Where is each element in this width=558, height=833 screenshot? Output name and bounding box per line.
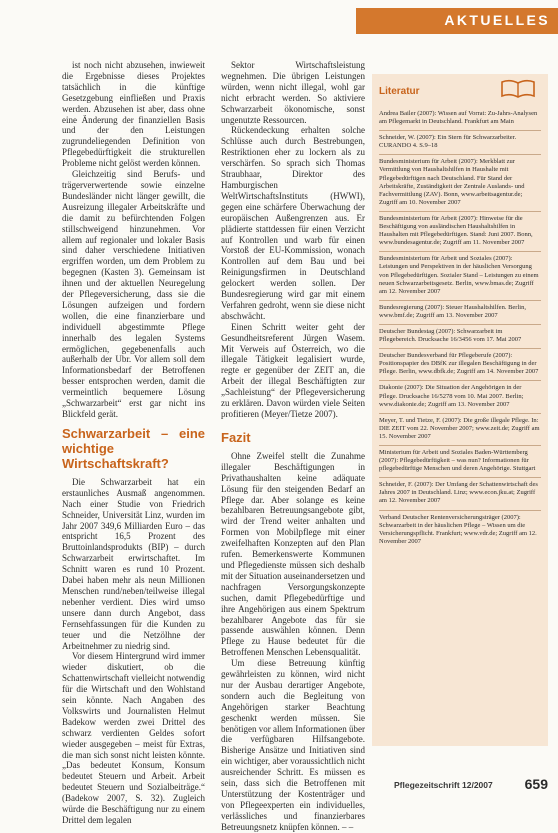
paragraph: Die Schwarzarbeit hat ein erstaunliches Ausmaß angenommen. Nach einer Studie von Friedrich Schneider, Universität Linz, wurden im Jahr 2007 349,6 Milliarden Euro – das entspricht 16,5 Prozent des Bruttoinlandsprodukts (BIP) – durch Schwarzarbeit erwirtschaftet. Im Schnitt waren es rund 10 Prozent. Dabei haben mehr als neun Millionen Menschen rund/neben/teilweise illegal nebenher verdient. Dies wird umso unsere dann durch Angebot, dass Fernsehfassungen für die Kunden zu teuer und die Netzölhne der Arbeitnehmer zu niedrig sind. [62,476,205,651]
paragraph: Einen Schritt weiter geht der Gesundheitsreferent Jürgen Wasem. Mit Verweis auf Österreich, wo die illegale Tätigkeit legalisiert wurde, regte er gegenüber der ZEIT an, die Arbeit der illegal Beschäftigten zur „Sachleistung“ der Pflegeversicherung zu erklären. Davon würden viele Seiten profitieren (Meyer/Tietze 2007). [221,321,365,419]
section-title: AKTUELLES [444,12,550,28]
literature-sidebar [372,74,548,746]
text-column-1 [62,60,205,826]
list-item: Bundesministerium für Arbeit und Soziales (2007): Leistungen und Perspektiven in der häuslichen Versorgung von Pflegebedürftigen. Sozialer Stand – Leistungen zu einem neuen Schwarzarbeitsgesetz. Berlin, www.bmas.de; Zugriff am 12. November 2007 [379,252,541,300]
list-item: Deutscher Bundestag (2007): Schwarzarbeit im Pflegebereich. Drucksache 16/3456 vom 17. Mai 2007 [379,325,541,349]
list-item: Andrea Bailer (2007): Wissen auf Vorrat: Zu-Jahrs-Analysen am Pflegemarkt in Deutschland. Frankfurt am Main [379,107,541,131]
list-item: Bundesregierung (2007): Steuer Haushaltshilfen. Berlin, www.bmf.de; Zugriff am 13. November 2007 [379,301,541,325]
paragraph: Vor diesem Hintergrund wird immer wieder diskutiert, ob die Schattenwirtschaft vielleicht notwendig für die Wirtschaft und den Wohlstand sein könnte. Nach Angaben des Volkswirts und Journalisten Helmut Badekow werden zwei Drittel des schwarz verdienten Geldes sofort wieder ausgegeben – meist für Extras, die man sich sonst nicht leisten könnte. „Das bedeutet Konsum, Konsum bedeutet Steuern und Arbeit. Arbeit bedeutet Steuern und Sozialbeiträge.“ (Badekow 2007, S. 32). Zugleich würde die Beschäftigung nur zu einem Drittel dem legalen [62,651,205,825]
paragraph: Rückendeckung erhalten solche Schlüsse auch durch Bestrebungen, Restriktionen eher zu lockern als zu verschärfen. So sprach sich Thomas Straubhaar, Direktor des Hamburgischen WeltWirtschaftsInstituts (HWWI), gegen eine schärfere Überwachung der europäischen Außengrenzen aus. Er plädierte stattdessen für einen Verzicht auf Kontrollen und warb für einen Vorstoß der EU-Kommission, wonach Kontrollen auf dem Bau und bei Reinigungsfirmen in Deutschland gelockert werden sollen. Der Bundesregierung wird gar mit einem Verfahren gedroht, wenn sie diese nicht abschwächt. [221,125,365,321]
list-item: Meyer, T. und Tietze, F. (2007): Die große illegale Pflege. In: DIE ZEIT vom 22. November 2007; www.zeit.de; Zugriff am 15. November 2007 [379,414,541,446]
paragraph: Gleichzeitig sind Berufs- und trägerverwertende sowie einzelne Bundesländer nicht länger gewillt, die Ausreizung illegaler Arbeitskräfte und die damit zu befürchtenden Folgen stillschweigend hinzunehmen. Vor allem auf regionaler und lokaler Basis sind daher verschiedene Initiativen ergriffen worden, um dem Problem zu begegnen (Kasten 3). Gemeinsam ist ihnen und der aktuellen Neuregelung der Pflegeversicherung, dass sie die Lösungen aufzeigen und fordern wollen, die eine finanzierbare und individuell abgestimmte Pflege innerhalb des legalen Systems ermöglichen, gegebenenfalls auch außerhalb der Ubr. Vor allem soll dem Informationsbedarf der Betroffenen besser entsprochen werden, damit die vermeintlich bequemere Lösung „Schwarzarbeit“ erst gar nicht ins Blickfeld gerät. [62,169,205,419]
list-item: Diakonie (2007): Die Situation der Angehörigen in der Pflege. Drucksache 16/5278 vom 10. Mai 2007. Berlin; www.diakonie.de; Zugriff am 13. November 2007 [379,381,541,413]
list-item: Verband Deutscher Rentenversicherungsträger (2007): Schwarzarbeit in der häuslichen Pflege – Wissen um die Versicherungspflicht. Frankfurt; www.vdr.de; Zugriff am 12. November 2007 [379,513,537,545]
section-header-bar [356,8,558,34]
paragraph: Ohne Zweifel stellt die Zunahme illegaler Beschäftigungen in Privathaushalten keine adäquate Lösung für den steigenden Bedarf an Pflege dar. Aber solange es keine bezahlbaren Betreuungsangebote gibt, wird der Trend weiter anhalten und Formen von Mobilpflege mit einer zweifelhaften Konzepten auf den Plan rufen. Bemerkenswerte Kommunen und Pflegedienste müssen sich deshalb mit der Situation auseinandersetzen und nachfragen Versorgungskonzepte suchen, damit Pflegebedürftige und ihre Angehörigen aus einem Spektrum bezahlbarer Angebote das für sie passende auswählen können. Denn Pflege zu Hause bedeutet für die Betroffenen Menschen Lebensqualität. [221,450,365,658]
sidebar-title: Literatur [379,86,420,97]
page-number: 659 [524,776,548,792]
list-item: Schneider, F. (2007): Der Umfang der Schattenwirtschaft des Jahres 2007 in Deutschland. Linz; www.econ.jku.at; Zugriff am 12. November 2007 [379,478,541,510]
journal-footer: Pflegezeitschrift 12/2007 [394,780,493,790]
section-heading: Schwarzarbeit – eine wichtige Wirtschaftskraft? [62,425,205,471]
paragraph: Sektor Wirtschaftsleistung wegnehmen. Die übrigen Leistungen würden, wenn nicht illegal, wohl gar nicht erbracht werden. So aktiviere Schwarzarbeit ökonomische, sonst ungenutzte Ressourcen. [221,60,365,125]
open-book-icon [500,78,536,98]
paragraph: Um diese Betreuung künftig gewährleisten zu können, wird nicht nur der Ausbau derartiger Angebote, sondern auch die Begleitung von Angehörigen starker Beachtung geschenkt werden müssen. Sie benötigen vor allem Informationen über die verfügbaren Hilfsangebote. Bisherige Ansätze und Initiativen sind ein wichtiger, aber voraussichtlich nicht ausreichender Schritt. Es müssen es sein, dass sich die Betroffenen mit Unterstützung der Kostenträger und von Pflegeexperten ein individuelles, verlässliches und finanzierbares Betreuungsnetz knüpfen können. – – [221,658,365,832]
text-column-2 [221,60,365,833]
list-item: Bundesministerium für Arbeit (2007): Merkblatt zur Vermittlung von Haushaltshilfen in Haushalte mit Pflegebedürftigen nach Deutschland. Für Stand der Arbeitskräfte, Zuständigkeit der Zentrale Auslands- und Fachvermittlung (ZAV). Bonn, www.arbeitsagentur.de; Zugriff am 10. November 2007 [379,155,541,212]
paragraph: ist noch nicht abzusehen, inwieweit die Ergebnisse dieses Projektes tatsächlich in die künftige Gesetzgebung einfließen und Praxis werden. Abzusehen ist aber, dass ohne eine Änderung der finanziellen Basis und der den Leistungen zugrundeliegenden Definition von Pflegebedürftigkeit die strukturellen Probleme nicht gelöst werden können. [62,60,205,169]
literature-list [379,107,541,550]
section-heading: Fazit [221,429,251,445]
list-item: Bundesministerium für Arbeit (2007): Hinweise für die Beschäftigung von ausländischen Haushaltshilfen in Haushalten mit Pflegebedürftigen. Stand: Juni 2007. Bonn, www.bundesagentur.de; Zugriff am 11. November 2007 [379,212,541,252]
list-item: Ministerium für Arbeit und Soziales Baden-Württemberg (2007): Pflegebedürftigkeit – was nun? Informationen für pflegebedürftige Menschen und deren Angehörige. Stuttgart [379,446,541,478]
list-item: Schneider, W. (2007): Ein Stern für Schwarzarbeiter. CURANDO 4. S.9–18 [379,131,541,155]
list-item: Deutscher Bundesverband für Pflegeberufe (2007): Positionspapier des DBfK zur illegalen Beschäftigung in der Pflege. Berlin, www.dbfk.de; Zugriff am 14. November 2007 [379,349,541,381]
